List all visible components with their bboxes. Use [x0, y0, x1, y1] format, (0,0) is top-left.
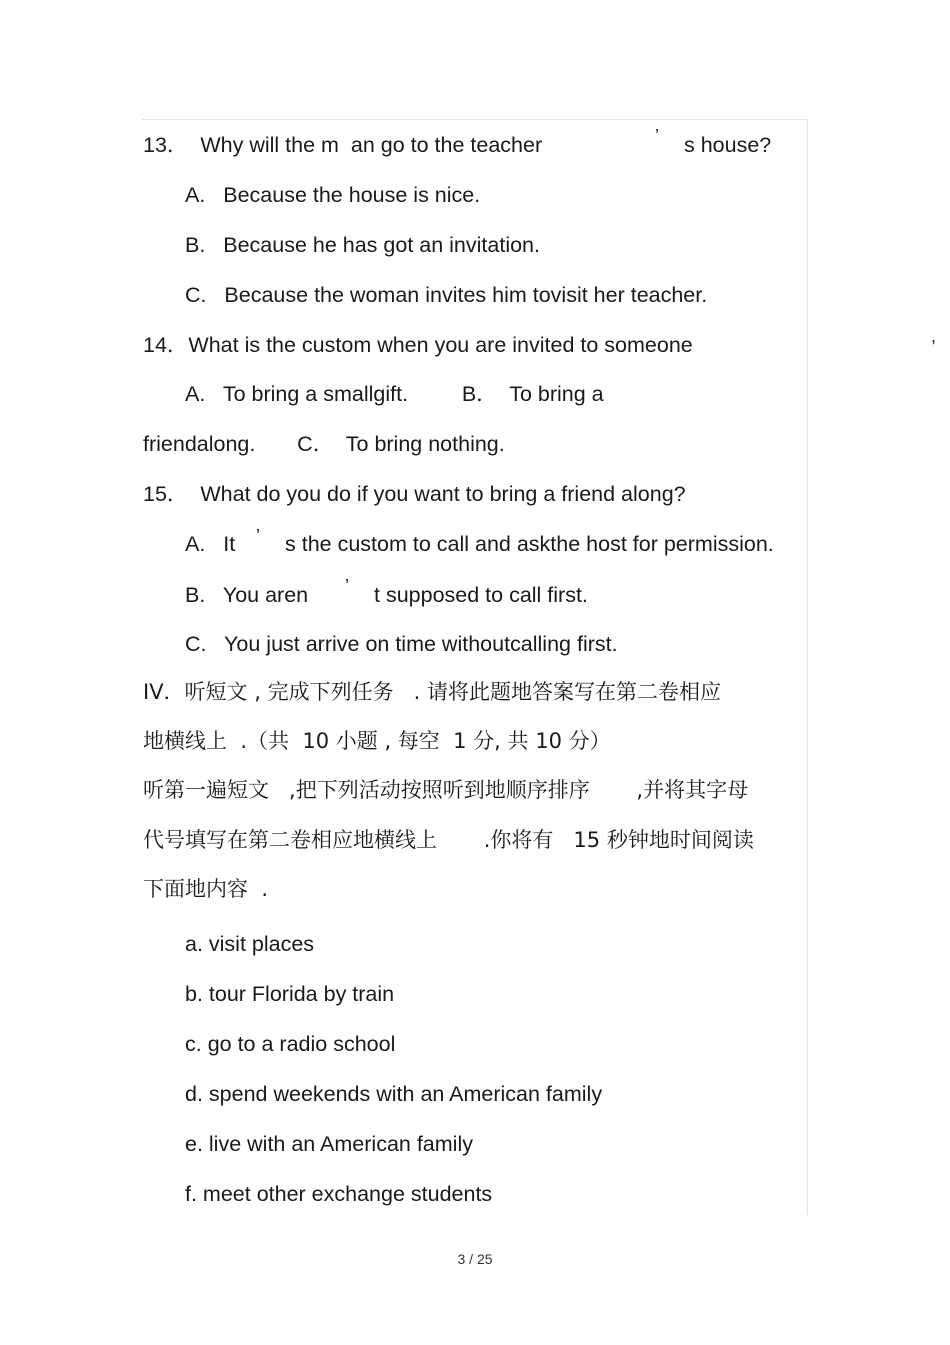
q14-trailing-mark: , [931, 326, 937, 346]
q15-option-b-apostrophe: ’ [345, 576, 349, 596]
activity-item: e. live with an American family [185, 1132, 473, 1156]
q15-option-a-apostrophe: ’ [256, 526, 260, 546]
q13-option-a: A. Because the house is nice. [185, 183, 481, 207]
q13-stem: 13． Why will the m an go to the teacher [143, 133, 543, 157]
activity-item: a. visit places [185, 932, 315, 956]
q15-option-a-text: s the custom to call and askthe host for permission. [285, 532, 774, 556]
section4-scoring: 地横线上 .（共 10 小题 , 每空 1 分, 共 10 分） [143, 729, 611, 753]
activity-item: f. meet other exchange students [185, 1182, 493, 1206]
q13-stem-end: s house? [684, 133, 772, 157]
q13-option-b: B. Because he has got an invitation. [185, 233, 540, 257]
q14-options-ab: A. To bring a smallgift. B． To bring a [185, 382, 604, 406]
q15-option-b-text: t supposed to call first. [374, 583, 588, 607]
section4-instruction-3: 下面地内容 . [143, 877, 269, 901]
q13-option-c: C. Because the woman invites him tovisit her teacher. [185, 283, 708, 307]
section4-instruction-1: 听第一遍短文 ,把下列活动按照听到地顺序排序 ,并将其字母 [143, 778, 749, 802]
q15-option-a: A. It [185, 532, 236, 556]
q15-option-c: C. You just arrive on time withoutcalling first. [185, 632, 618, 656]
activity-item: b. tour Florida by train [185, 982, 395, 1006]
q15-stem: 15． What do you do if you want to bring a friend along? [143, 482, 686, 506]
activity-item: c. go to a radio school [185, 1032, 396, 1056]
q15-option-b: B. You aren [185, 583, 309, 607]
section4-heading: IV．听短文 , 完成下列任务 . 请将此题地答案写在第二卷相应 [143, 680, 721, 704]
activity-item: d. spend weekends with an American family [185, 1082, 603, 1106]
q14-stem: 14．What is the custom when you are invited to someone [143, 333, 693, 357]
page-number: 3 / 25 [457, 1251, 493, 1267]
q14-option-c: friendalong. C． To bring nothing. [143, 432, 505, 456]
section4-instruction-2: 代号填写在第二卷相应地横线上 .你将有 15 秒钟地时间阅读 [143, 828, 754, 852]
q13-apostrophe: ’ [655, 126, 659, 146]
